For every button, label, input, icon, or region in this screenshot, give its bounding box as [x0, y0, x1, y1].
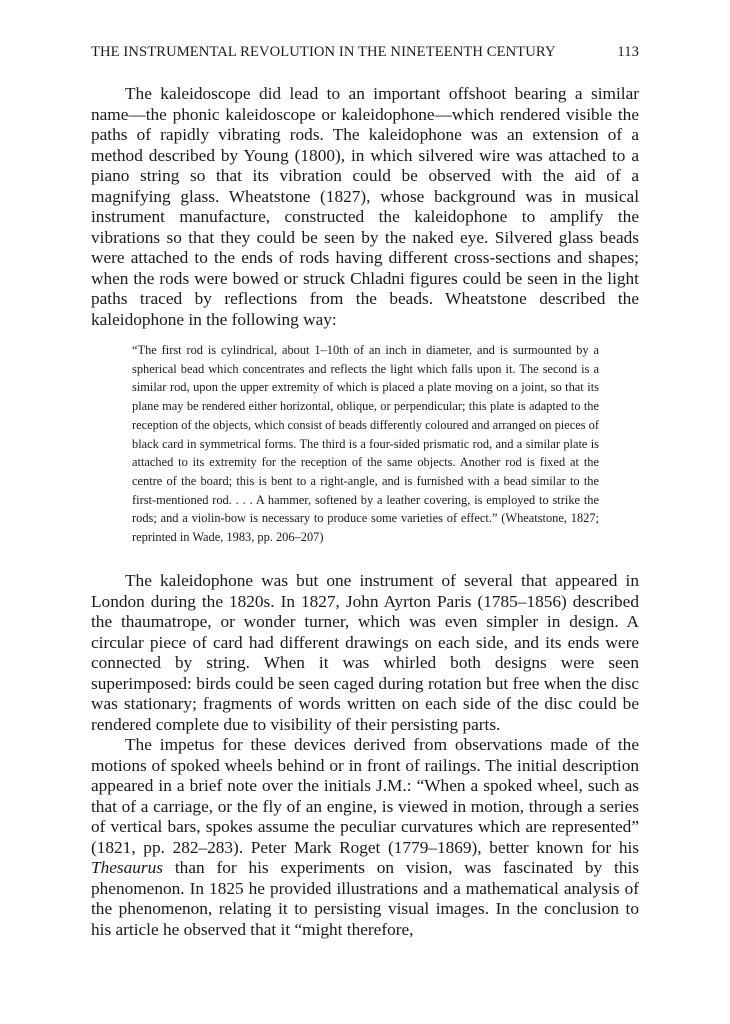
body-text-top — [91, 84, 639, 330]
page-number: 113 — [617, 44, 639, 60]
block-quote-text: “The first rod is cylindrical, about 1–10th of an inch in diameter, and is surmounted by a spherical bead which concentrates and reflects the light which falls upon it. The second is a similar rod, upon the upper extremity of which is placed a plate moving on a joint, so that its plane may be rendered either horizontal, oblique, or perpendicular; this plate is adapted to the reception of the objects, which consist of beads differently coloured and arranged on pieces of black card in symmetrical forms. The third is a four-sided prismatic rod, and a similar plate is attached to its extremity for the reception of the same objects. Another rod is fixed at the centre of the board; this is bent to a right-angle, and is furnished with a bead similar to the first-mentioned rod. . . . A hammer, softened by a leather covering, is employed to strike the rods; and a violin-bow is necessary to produce some varieties of effect.” (Wheatstone, 1827; reprinted in Wade, 1983, pp. 206–207) — [132, 343, 599, 545]
paragraph-kaleidophone-intro: The kaleidoscope did lead to an important offshoot bearing a similar name—the phonic kaleidoscope or kaleidophone—which rendered visible the paths of rapidly vibrating rods. The kaleidophone was an extension of a method described by Young (1800), in which silvered wire was attached to a piano string so that its vibration could be observed with the aid of a magnifying glass. Wheatstone (1827), whose background was in musical instrument manufacture, constructed the kaleidophone to amplify the vibrations so that they could be seen by the naked eye. Silvered glass beads were attached to the ends of rods having different cross-sections and shapes; when the rods were bowed or struck Chladni figures could be seen in the light paths traced by reflections from the beads. Wheatstone described the kaleidophone in the following way: — [91, 84, 639, 329]
running-title: THE INSTRUMENTAL REVOLUTION IN THE NINETEENTH CENTURY — [91, 44, 556, 60]
impetus-text-end: than for his experiments on vision, was fascinated by this phenomenon. In 1825 he provided illustrations and a mathematical analysis of the phenomenon, relating it to persisting visual images. In the conclusion to his article he observed that it “might therefore, — [91, 858, 639, 939]
impetus-text-start: The impetus for these devices derived from observations made of the motions of spoked wheels behind or in front of railings. The initial description appeared in a brief note over the initials J.M.: “When a spoked wheel, such as that of a carriage, or the fly of an engine, is viewed in motion, through a series of vertical bars, spokes assume the peculiar curvatures which are represented” (1821, pp. 282–283). Peter Mark Roget (1779–1869), better known for his — [91, 735, 639, 857]
block-quote — [132, 341, 599, 547]
running-head — [91, 44, 639, 66]
thesaurus-title: Thesaurus — [91, 858, 164, 877]
body-text-bottom — [91, 571, 639, 940]
paragraph-thaumatrope: The kaleidophone was but one instrument of several that appeared in London during the 1820s. In 1827, John Ayrton Paris (1785–1856) described the thaumatrope, or wonder turner, which was even simpler in design. A circular piece of card had different drawings on each side, and its ends were connected by string. When it was whirled both designs were seen superimposed: birds could be seen caged during rotation but free when the disc was stationary; fragments of words written on each side of the disc could be rendered complete due to visibility of their persisting parts. — [91, 571, 639, 734]
paragraph-impetus — [91, 735, 639, 940]
